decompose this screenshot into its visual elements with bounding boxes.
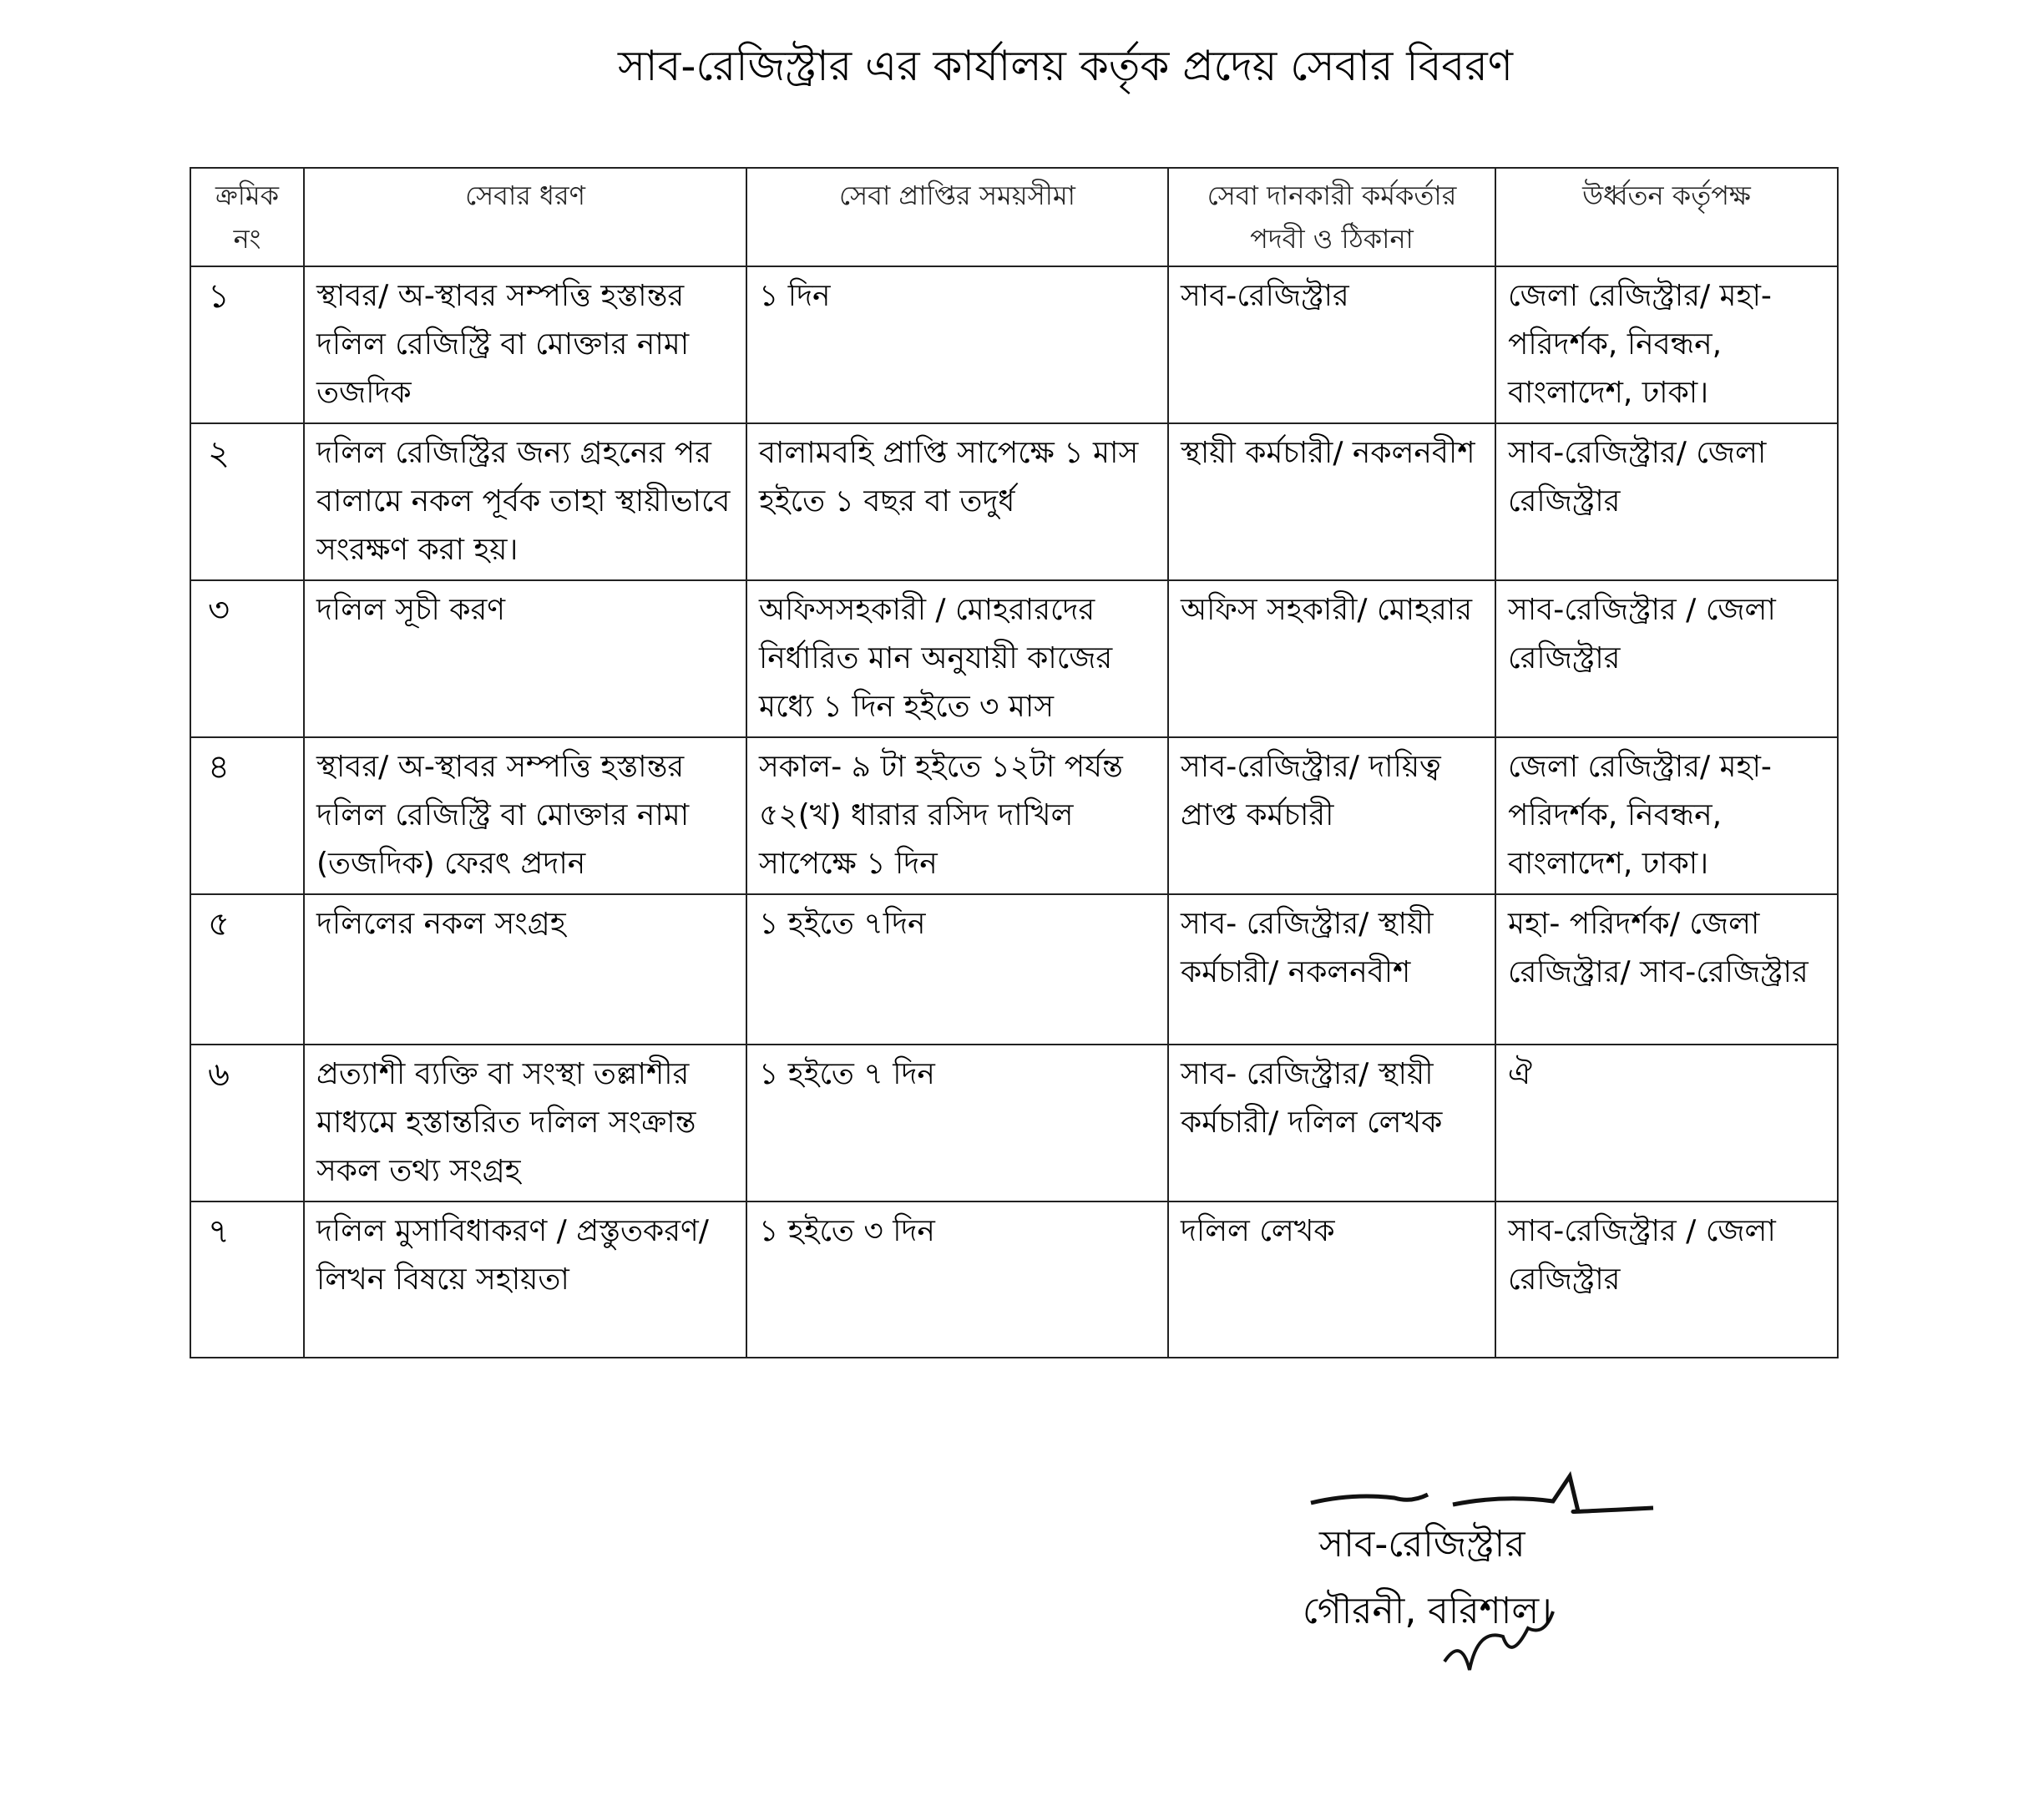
cell-time-limit: বালামবহি প্রাপ্তি সাপেক্ষে ১ মাস হইতে ১ বছর বা তদুর্ধ	[746, 423, 1168, 580]
header-serial: ক্রমিক নং	[190, 168, 304, 266]
signature-office: গৌরনী, বরিশাল।	[1303, 1590, 1552, 1632]
cell-authority: জেলা রেজিস্ট্রার/ মহা-পরিদর্শক, নিবন্ধন, বাংলাদেশ, ঢাকা।	[1495, 266, 1838, 423]
cell-officer: সাব- রেজিস্ট্রার/ স্থায়ী কর্মচারী/ নকলনবীশ	[1168, 894, 1495, 1045]
cell-service-type: স্থাবর/ অ-স্থাবর সম্পত্তি হস্তান্তর দলিল রেজিস্ট্রি বা মোক্তার নামা তজদিক	[304, 266, 746, 423]
cell-serial: ৩	[190, 580, 304, 737]
service-table	[190, 167, 1839, 1358]
cell-officer: সাব-রেজিস্ট্রার/ দায়িত্ব প্রাপ্ত কর্মচারী	[1168, 737, 1495, 894]
cell-time-limit: অফিসসহকারী / মোহরারদের নির্ধারিত মান অনুযায়ী কাজের মধ্যে ১ দিন হইতে ৩ মাস	[746, 580, 1168, 737]
table-row	[190, 266, 1838, 423]
cell-service-type: দলিল রেজিস্ট্রির জন্য গ্রহনের পর বালামে নকল পূর্বক তাহা স্থায়ীভাবে সংরক্ষণ করা হয়।	[304, 423, 746, 580]
cell-serial: ৪	[190, 737, 304, 894]
table-row	[190, 737, 1838, 894]
cell-authority: সাব-রেজিস্ট্রার/ জেলা রেজিস্ট্রার	[1495, 423, 1838, 580]
table-row	[190, 423, 1838, 580]
header-time-limit: সেবা প্রাপ্তির সময়সীমা	[746, 168, 1168, 266]
cell-time-limit: ১ হইতে ৭দিন	[746, 894, 1168, 1045]
cell-serial: ১	[190, 266, 304, 423]
header-officer: সেবা দানকারী কর্মকর্তার পদবী ও ঠিকানা	[1168, 168, 1495, 266]
table-row	[190, 894, 1838, 1045]
cell-service-type: দলিল সূচী করণ	[304, 580, 746, 737]
cell-service-type: স্থাবর/ অ-স্থাবর সম্পত্তি হস্তান্তর দলিল রেজিস্ট্রি বা মোক্তার নামা (তজদিক) ফেরৎ প্রদান	[304, 737, 746, 894]
cell-time-limit: ১ হইতে ৭ দিন	[746, 1045, 1168, 1201]
cell-service-type: প্রত্যাশী ব্যক্তি বা সংস্থা তল্লাশীর মাধ্যমে হস্তান্তরিত দলিল সংক্রান্ত সকল তথ্য সংগ্রহ	[304, 1045, 746, 1201]
table-row	[190, 580, 1838, 737]
cell-officer: অফিস সহকারী/ মোহরার	[1168, 580, 1495, 737]
cell-serial: ২	[190, 423, 304, 580]
cell-officer: সাব- রেজিস্ট্রার/ স্থায়ী কর্মচারী/ দলিল লেখক	[1168, 1045, 1495, 1201]
signature-designation: সাব-রেজিস্ট্রার	[1319, 1523, 1525, 1566]
cell-authority: মহা- পরিদর্শক/ জেলা রেজিস্ট্রার/ সাব-রেজিস্ট্রার	[1495, 894, 1838, 1045]
cell-service-type: দলিলের নকল সংগ্রহ	[304, 894, 746, 1045]
table-row	[190, 1045, 1838, 1201]
cell-authority: সাব-রেজিস্ট্রার / জেলা রেজিস্ট্রার	[1495, 1201, 1838, 1358]
cell-serial: ৬	[190, 1045, 304, 1201]
cell-officer: সাব-রেজিস্ট্রার	[1168, 266, 1495, 423]
cell-time-limit: সকাল- ৯ টা হইতে ১২টা পর্যন্ত ৫২(খ) ধারার রসিদ দাখিল সাপেক্ষে ১ দিন	[746, 737, 1168, 894]
cell-authority: ঐ	[1495, 1045, 1838, 1201]
cell-serial: ৫	[190, 894, 304, 1045]
cell-officer: দলিল লেখক	[1168, 1201, 1495, 1358]
signature-block	[1303, 1470, 1703, 1712]
header-service-type: সেবার ধরণ	[304, 168, 746, 266]
table-row	[190, 1201, 1838, 1358]
cell-service-type: দলিল মুসাবিধাকরণ / প্রস্তুতকরণ/ লিখন বিষয়ে সহায়তা	[304, 1201, 746, 1358]
header-authority: উর্ধ্বতন কর্তৃপক্ষ	[1495, 168, 1838, 266]
cell-time-limit: ১ হইতে ৩ দিন	[746, 1201, 1168, 1358]
cell-serial: ৭	[190, 1201, 304, 1358]
cell-authority: সাব-রেজিস্ট্রার / জেলা রেজিস্ট্রার	[1495, 580, 1838, 737]
cell-time-limit: ১ দিন	[746, 266, 1168, 423]
cell-officer: স্থায়ী কর্মচারী/ নকলনবীশ	[1168, 423, 1495, 580]
cell-authority: জেলা রেজিস্ট্রার/ মহা-পরিদর্শক, নিবন্ধন, বাংলাদেশ, ঢাকা।	[1495, 737, 1838, 894]
table-header-row	[190, 168, 1838, 266]
document-title: সাব-রেজিস্ট্রার এর কার্যালয় কর্তৃক প্রদেয় সেবার বিবরণ	[618, 42, 1513, 90]
